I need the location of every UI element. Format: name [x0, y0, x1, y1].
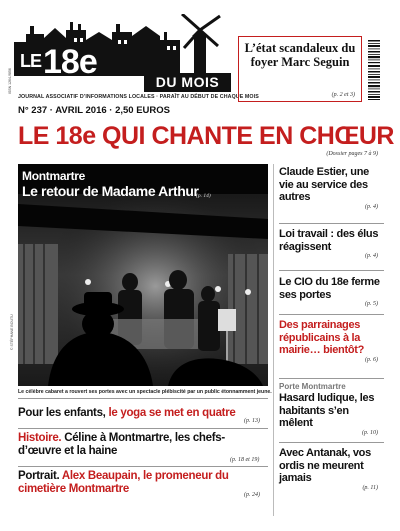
- divider: [18, 466, 268, 467]
- column-divider: [273, 164, 274, 516]
- divider: [279, 270, 384, 271]
- right-teaser-1[interactable]: [279, 166, 384, 210]
- right-teaser-6-ref: (p. 11): [362, 484, 378, 491]
- right-teaser-2-ref: (p. 4): [365, 253, 378, 259]
- right-teaser-5-ref: (p. 10): [362, 429, 378, 436]
- divider: [18, 428, 268, 429]
- main-headline-ref: (Dossier pages 7 à 9): [326, 151, 378, 157]
- logo-du-mois: DU MOIS: [144, 73, 231, 92]
- divider: [279, 314, 384, 315]
- right-teaser-5-title: Hasard ludique, les habitants s’en mêlent: [279, 392, 375, 429]
- bottom-teaser-2-text: Céline à Montmartre, les chefs-d’œuvre et la haine: [18, 432, 225, 457]
- bottom-teaser-1-ref: (p. 13): [244, 418, 260, 424]
- right-teaser-5-kicker: Porte Montmartre: [279, 382, 346, 391]
- right-teaser-2[interactable]: [279, 228, 384, 259]
- bottom-teaser-2[interactable]: [18, 432, 268, 458]
- photo-title: Le retour de Madame Arthur: [22, 183, 199, 199]
- bottom-teaser-3-ref: (p. 24): [244, 492, 260, 498]
- photo-kicker: Montmartre: [22, 169, 86, 183]
- bottom-teaser-1-highlight: le yoga se met en quatre: [108, 407, 236, 419]
- divider: [279, 442, 384, 443]
- right-teaser-4[interactable]: [279, 319, 384, 363]
- photo-ref: (p. 14): [196, 193, 211, 199]
- right-teaser-3-ref: (p. 5): [365, 301, 378, 307]
- right-teaser-4-ref: (p. 6): [365, 356, 378, 363]
- cover-photo[interactable]: [18, 164, 268, 386]
- bottom-teaser-1-prefix: Pour les enfants,: [18, 407, 109, 419]
- bottom-teaser-2-highlight: Histoire.: [18, 432, 62, 444]
- top-teaser-ref: (p. 2 et 3): [331, 92, 355, 98]
- right-teaser-3-title: Le CIO du 18e ferme ses portes: [279, 276, 380, 301]
- bottom-teaser-1[interactable]: [18, 407, 268, 420]
- right-teaser-1-title: Claude Estier, une vie au service des autres: [279, 166, 369, 203]
- divider: [279, 223, 384, 224]
- right-teaser-3[interactable]: [279, 276, 384, 307]
- tagline: JOURNAL ASSOCIATIF D’INFORMATIONS LOCALES · PARAÎT AU DÉBUT DE CHAQUE MOIS: [18, 94, 259, 100]
- bottom-teaser-2-ref: (p. 18 et 19): [230, 457, 260, 463]
- divider: [279, 378, 384, 379]
- issn: ISSN 1264-9856: [8, 68, 12, 94]
- masthead: [14, 14, 231, 92]
- bottom-teaser-3-highlight: Alex Beaupain, le promeneur du cimetière Montmartre: [18, 470, 229, 495]
- logo-title: LE18e: [20, 43, 97, 81]
- right-teaser-4-title: Des parrainages républicains à la mairie… bientôt?: [279, 319, 365, 356]
- bottom-teaser-3-prefix: Portrait.: [18, 470, 62, 482]
- right-teaser-6[interactable]: [279, 447, 384, 491]
- right-teaser-1-ref: (p. 4): [365, 203, 378, 210]
- photo-credit: © STÉPHANE BOUTU: [10, 314, 14, 350]
- issue-info: N° 237 · AVRIL 2016 · 2,50 EUROS: [18, 105, 170, 116]
- bottom-teaser-3[interactable]: [18, 470, 268, 496]
- right-teaser-5[interactable]: [279, 382, 384, 436]
- right-teaser-2-title: Loi travail : des élus réagissent: [279, 228, 379, 253]
- right-teaser-6-title: Avec Antanak, vos ordis ne meurent jamais: [279, 447, 371, 484]
- top-teaser[interactable]: [238, 36, 362, 102]
- main-headline[interactable]: LE 18e QUI CHANTE EN CHŒUR: [18, 122, 394, 150]
- divider: [18, 398, 268, 399]
- barcode: [368, 40, 380, 100]
- photo-caption: Le célèbre cabaret a rouvert ses portes avec un spectacle plébiscité par un public étonnamment jeune.: [18, 389, 272, 395]
- top-teaser-title: L’état scandaleux du foyer Marc Seguin: [244, 41, 356, 69]
